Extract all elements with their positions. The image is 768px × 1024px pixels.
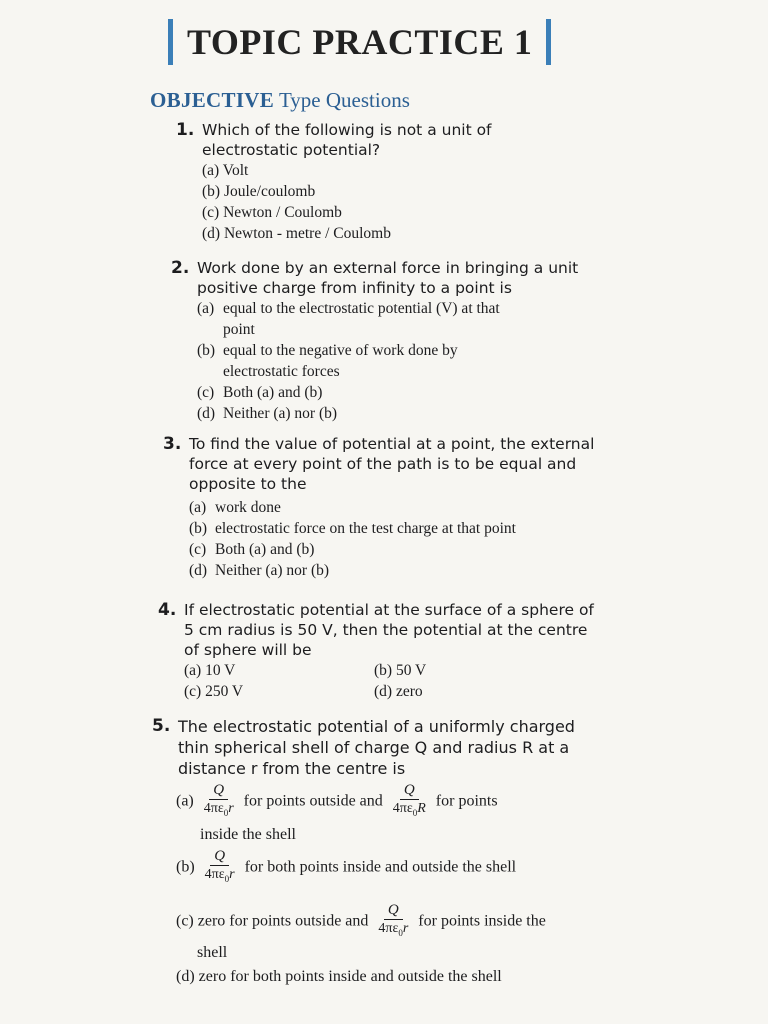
- option-label: (d): [197, 405, 216, 422]
- q5-option-c: [176, 902, 606, 942]
- option-d: (d) Newton - metre / Coulomb: [202, 225, 391, 242]
- option-label: (b): [189, 520, 208, 537]
- fraction-numerator: Q: [210, 848, 229, 866]
- option-b: (b) Joule/coulomb: [202, 183, 316, 200]
- option-text: for both points inside and outside the shell: [244, 858, 517, 876]
- option-d: [197, 403, 597, 424]
- option-d: (d) zero: [374, 683, 423, 700]
- q5-option-c-continuation: shell: [197, 944, 228, 961]
- fraction-numerator: Q: [384, 902, 403, 920]
- option-text: Neither (a) nor (b): [215, 562, 330, 579]
- fraction-denominator: $4\pi\varepsilon_0r$: [378, 921, 409, 938]
- option-text-end: for points: [435, 792, 498, 810]
- options-row-2: [184, 681, 594, 702]
- heading-right-bar: [546, 19, 551, 65]
- option-label: (a): [176, 792, 194, 810]
- option-label: (a): [197, 300, 215, 317]
- question-number: 4.: [158, 600, 177, 620]
- section-heading-bold: OBJECTIVE: [150, 88, 275, 112]
- topic-title: TOPIC PRACTICE 1: [187, 22, 533, 62]
- option-text: zero for points outside and: [197, 912, 369, 930]
- option-c: (c) Newton / Coulomb: [202, 204, 342, 221]
- fraction-denominator: $4\pi\varepsilon_0r$: [204, 867, 235, 884]
- option-text-end: for points inside the: [418, 912, 546, 930]
- option-text: Neither (a) nor (b): [223, 405, 338, 422]
- fraction-q-over-4pi-eps0-R: [391, 782, 428, 822]
- question-text: If electrostatic potential at the surface of a sphere of 5 cm radius is 50 V, then the potential at the centre of sphere will be: [184, 601, 594, 659]
- option-c: [197, 382, 597, 403]
- question-number: 5.: [152, 716, 171, 736]
- option-label: (c): [176, 912, 194, 930]
- fraction-denominator: $4\pi\varepsilon_0r$: [203, 801, 234, 818]
- option-label: (b): [197, 342, 216, 359]
- q5-option-a: [176, 782, 596, 822]
- section-heading: [150, 88, 410, 113]
- option-label: (d): [189, 562, 208, 579]
- question-4: [158, 600, 594, 702]
- option-text: work done: [215, 499, 281, 516]
- option-text: equal to the negative of work done by: [223, 342, 458, 359]
- option-label: (c): [189, 541, 207, 558]
- question-number: 3.: [163, 434, 182, 454]
- section-heading-rest: Type Questions: [274, 88, 410, 112]
- question-2: [171, 258, 597, 424]
- question-text: To find the value of potential at a point, the external force at every point of the path is to be equal and opposite to the: [189, 435, 595, 493]
- fraction-q-over-4pi-eps0-r: [203, 848, 237, 888]
- q5-option-d: [176, 968, 596, 986]
- option-c: (c) 250 V: [184, 683, 244, 700]
- option-text: Both (a) and (b): [215, 541, 315, 558]
- topic-heading: [168, 14, 551, 70]
- q5-option-a-continuation: inside the shell: [200, 826, 296, 843]
- options-row-1: [184, 660, 594, 681]
- question-3: [163, 434, 599, 581]
- q5-option-b: [176, 848, 596, 888]
- question-1: [176, 120, 542, 244]
- option-a: [197, 298, 597, 319]
- option-text: Both (a) and (b): [223, 384, 323, 401]
- question-text: Work done by an external force in bringing a unit positive charge from infinity to a point is: [197, 259, 579, 297]
- option-label: (a): [189, 499, 207, 516]
- question-text: The electrostatic potential of a uniformly charged thin spherical shell of charge Q and radius R at a distance r from the centre is: [178, 717, 575, 778]
- fraction-q-over-4pi-eps0-r: [202, 782, 236, 822]
- option-a: (a) Volt: [202, 162, 249, 179]
- fraction-denominator: $4\pi\varepsilon_0R$: [392, 801, 426, 818]
- question-5: [152, 716, 598, 779]
- option-a: [189, 497, 599, 518]
- option-text: zero for both points inside and outside the shell: [198, 968, 502, 985]
- question-number: 1.: [176, 120, 195, 140]
- option-b-continuation: electrostatic forces: [223, 363, 340, 380]
- question-text: Which of the following is not a unit of electrostatic potential?: [202, 121, 492, 159]
- option-c: [189, 539, 599, 560]
- option-a: (a) 10 V: [184, 662, 236, 679]
- option-a-continuation: point: [223, 321, 255, 338]
- option-text: equal to the electrostatic potential (V) at that: [223, 300, 500, 317]
- option-b: (b) 50 V: [374, 662, 427, 679]
- question-number: 2.: [171, 258, 190, 278]
- heading-left-bar: [168, 19, 173, 65]
- option-d: [189, 560, 599, 581]
- option-b: [189, 518, 599, 539]
- fraction-q-over-4pi-eps0-r: [376, 902, 410, 942]
- fraction-numerator: Q: [209, 782, 228, 800]
- option-label: (c): [197, 384, 215, 401]
- fraction-numerator: Q: [400, 782, 419, 800]
- option-text: for points outside and: [243, 792, 383, 810]
- option-text: electrostatic force on the test charge at that point: [215, 520, 516, 537]
- option-b: [197, 340, 597, 361]
- option-label: (b): [176, 858, 195, 876]
- option-label: (d): [176, 968, 195, 985]
